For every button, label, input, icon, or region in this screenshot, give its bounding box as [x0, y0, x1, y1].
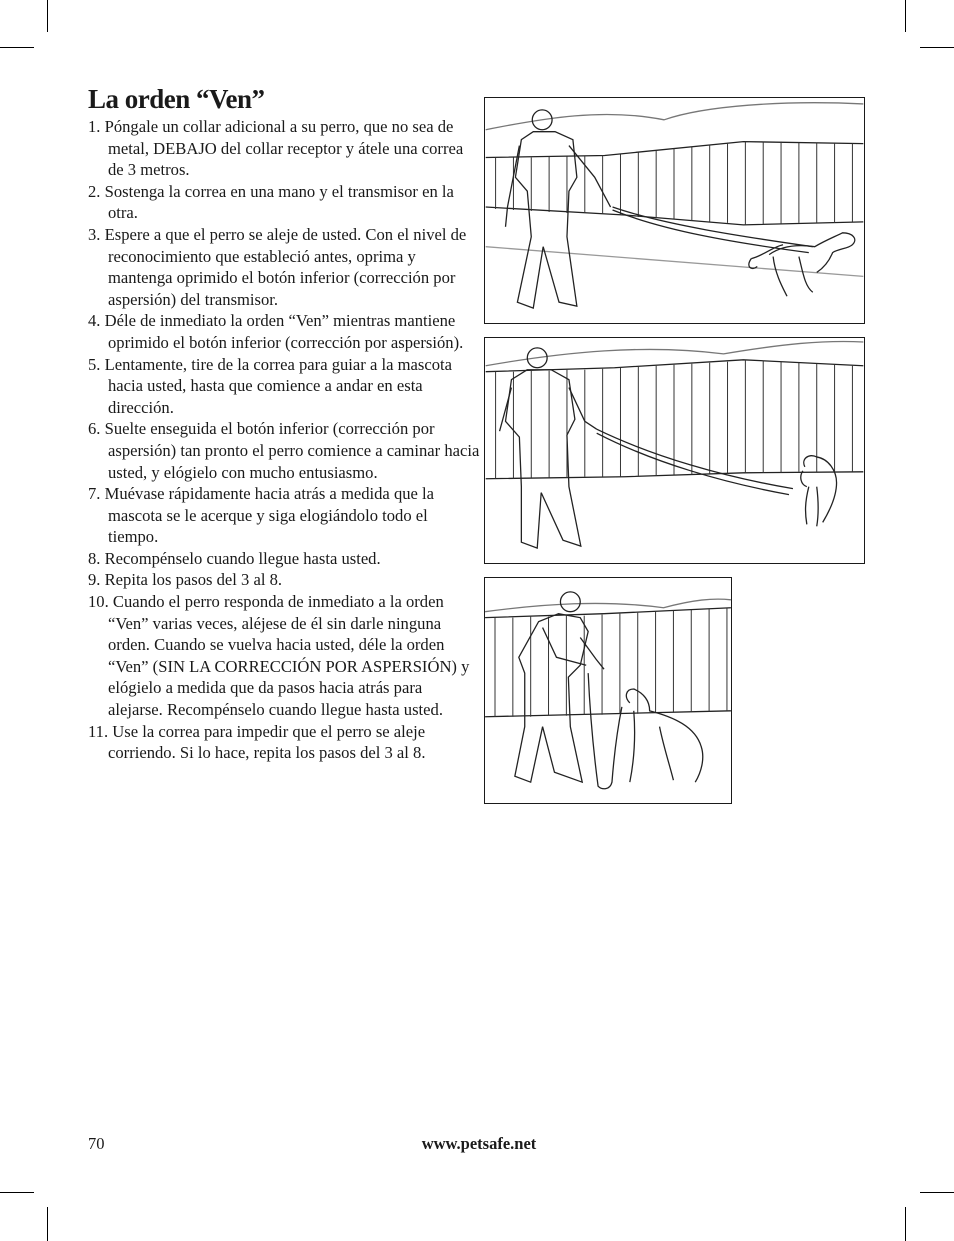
step-number: 4. — [88, 311, 101, 331]
step-number: 9. — [88, 570, 101, 590]
step-text: Repita los pasos del 3 al 8. — [104, 570, 283, 590]
step-number: 1. — [88, 117, 101, 136]
step-text: Póngale un collar adicional a su perro, que no sea de metal, DEBAJO del collar receptor y átele una correa de 3 metros. — [104, 117, 464, 180]
step-number: 10. — [88, 592, 109, 612]
step-number: 5. — [88, 354, 101, 374]
list-item — [88, 354, 480, 419]
list-item — [88, 116, 480, 181]
page-title: La orden “Ven” — [88, 84, 265, 114]
list-item — [88, 591, 480, 721]
step-text: Cuando el perro responda de inmediato a la orden “Ven” varias veces, aléjese de él sin darle ninguna orden. Cuando se vuelva hacia usted, déle la orden “Ven” (SIN LA CORRECCIÓN POR ASPERSIÓN) y elógielo a medida que da pasos hacia atrás para alejarse. Recompénselo cuando llegue hasta usted. — [108, 592, 470, 720]
list-item — [88, 483, 480, 548]
step-text: Use la correa para impedir que el perro se aleje corriendo. Si lo hace, repita los pasos del 3 al 8. — [108, 721, 426, 763]
crop-mark — [47, 0, 48, 32]
crop-mark — [0, 1192, 34, 1193]
step-number: 3. — [88, 224, 101, 244]
step-number: 7. — [88, 484, 101, 504]
list-item — [88, 224, 480, 310]
footer-url-text: www.petsafe.net — [421, 1134, 537, 1153]
step-text: Espere a que el perro se aleje de usted. Con el nivel de reconocimiento que estableció antes, oprima y mantenga oprimido el botón inferior (corrección por aspersión) del transmisor. — [104, 224, 467, 309]
crop-mark — [47, 1207, 48, 1241]
page-number: 70 — [88, 1134, 105, 1153]
step-number: 8. — [88, 548, 101, 568]
step-text: Déle de inmediato la orden “Ven” mientras mantiene oprimido el botón inferior (corrección por aspersión). — [104, 311, 464, 352]
step-text: Recompénselo cuando llegue hasta usted. — [104, 548, 381, 568]
list-item — [88, 548, 480, 570]
step-number: 11. — [88, 721, 109, 741]
step-text: Lentamente, tire de la correa para guiar a la mascota hacia usted, hasta que comience a andar en esta dirección. — [104, 354, 452, 417]
step-number: 6. — [88, 419, 101, 439]
crop-mark — [920, 1192, 954, 1193]
list-item — [88, 310, 480, 353]
list-item — [88, 418, 480, 483]
list-item — [88, 569, 480, 591]
step-text: Muévase rápidamente hacia atrás a medida que la mascota se le acerque y siga elogiándolo todo el tiempo. — [104, 484, 435, 547]
crop-mark — [920, 47, 954, 48]
list-item — [88, 181, 480, 224]
illustration-drawing — [485, 338, 864, 563]
step-number: 2. — [88, 181, 101, 201]
list-item — [88, 721, 480, 764]
crop-mark — [905, 0, 906, 32]
illustration-drawing — [485, 98, 864, 323]
crop-mark — [905, 1207, 906, 1241]
crop-mark — [0, 47, 34, 48]
footer-url — [0, 1134, 954, 1154]
illustration-reward-dog — [484, 577, 732, 804]
step-text: Suelte enseguida el botón inferior (corrección por aspersión) tan pronto el perro comience a caminar hacia usted, y elógielo con mucho entusiasmo. — [104, 419, 480, 482]
illustration-leash-dog-away — [484, 97, 865, 324]
steps-list — [88, 116, 480, 764]
illustration-drawing — [485, 578, 731, 803]
illustration-dog-approaching — [484, 337, 865, 564]
step-text: Sostenga la correa en una mano y el transmisor en la otra. — [104, 181, 454, 223]
